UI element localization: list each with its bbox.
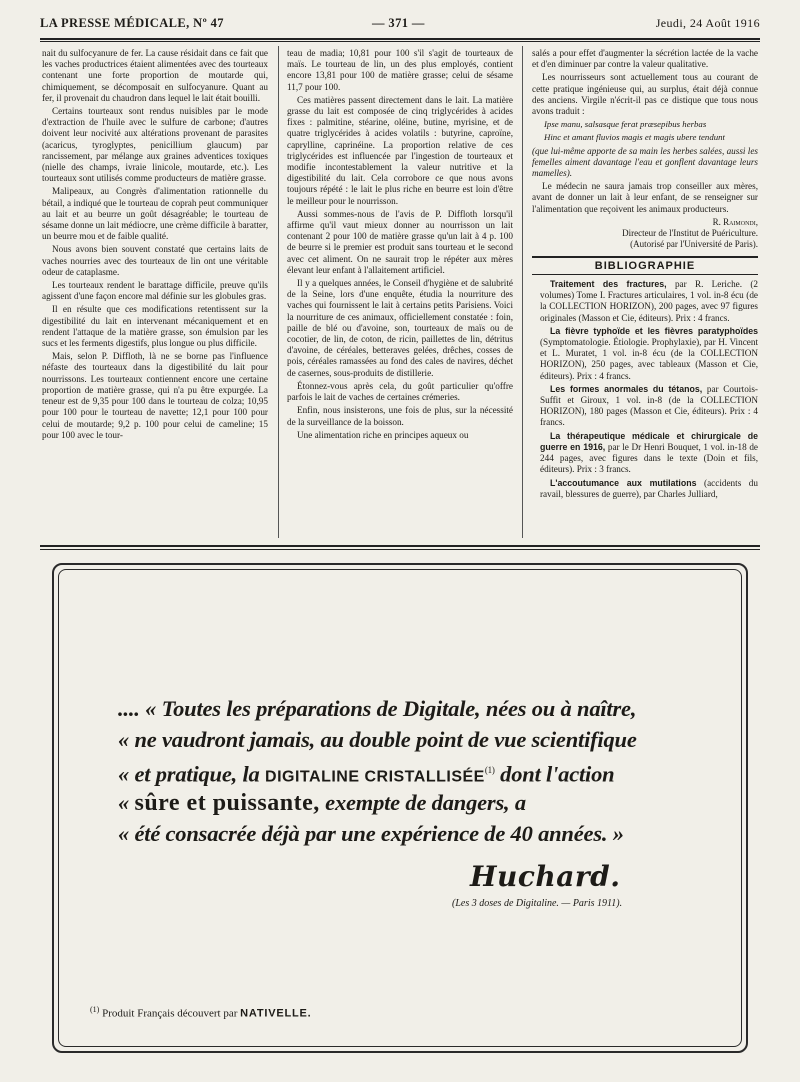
footnote-mark: (1) <box>484 765 495 775</box>
paragraph: Il en résulte que ces modifications retentissent sur la digestibilité du lait en intervenant mécaniquement et en rendent l'attaque de la matière grasse, son émulsion par les sucs et les ferments digestifs, plus longue ou plus difficile. <box>42 304 268 349</box>
emphasis-text: sûre et puissante, <box>134 790 320 816</box>
footnote-mark: (1) <box>90 1005 100 1014</box>
ad-attribution-source: (Les 3 doses de Digitaline. — Paris 1911). <box>452 898 623 909</box>
product-name: DIGITALINE CRISTALLISÉE <box>265 768 485 786</box>
book-title: Traitement des fractures, <box>550 279 667 290</box>
paragraph: Une alimentation riche en principes aqueux ou <box>297 429 469 440</box>
paragraph: salés a pour effet d'augmenter la sécrétion lactée de la vache et d'en diminuer par contre la valeur qualitative. <box>532 48 758 70</box>
issue-date: Jeudi, 24 Août 1916 <box>655 16 760 30</box>
article-column-3 <box>532 48 758 536</box>
paragraph: Il y a quelques années, le Conseil d'hygiène et de salubrité de la Seine, lors d'une enquête, étudia la nourriture des vaches qui fournissent le lait à certains petits Parisiens. Voici la nourriture de ces animaux, officiellement constatée : foin, paille de blé ou d'avoine, son, tourteaux de maïs ou de cocotier, de lin, de coton, de ricin, paillettes de lin, détritus d'avoine, de céréales, betteraves gelées, drêches, cosses de pois, céréales ramassées au fond des cales de navires, déchet de casernes, sous-produits de distillerie. <box>287 278 513 378</box>
book-details: par le Dr Henri Bouquet, 1 vol. in-18 de 244 pages, avec figures dans le texte (Doin et fils, éditeurs). Prix : 3 francs. <box>540 441 758 475</box>
book-title: L'accoutumance aux mutilations <box>550 477 697 488</box>
author-name: R. Raimondi, <box>712 216 758 227</box>
page-number: — 371 — <box>372 16 425 30</box>
section-rule-thin <box>40 549 760 550</box>
paragraph: Le médecin ne saura jamais trop conseiller aux mères, avant de donner un lait à leur enfant, de se renseigner sur l'alimentation que reçoivent les animaux producteurs. <box>532 181 758 214</box>
verse-translation: (que lui-même apporte de sa main les herbes salées, aussi les femelles aiment davantage l'eau et gonflent davantage leurs mamelles). <box>532 145 758 179</box>
quote-text: dont l'action <box>494 761 615 787</box>
book-title: La fièvre typhoïde et les fièvres paratyphoïdes <box>550 325 758 336</box>
column-divider <box>278 46 279 538</box>
ad-quote-line-5: « été consacrée déjà par une expérience de 40 années. » <box>118 821 624 846</box>
section-rule <box>40 545 760 547</box>
ad-quote-line-4 <box>118 787 688 819</box>
book-title: La thérapeutique médicale et chirurgicale de guerre en 1916, <box>540 430 758 452</box>
bibliography-entry <box>532 431 758 476</box>
author-title: Directeur de l'Institut de Puériculture. <box>622 227 758 238</box>
paragraph: Nous avons bien souvent constaté que certains laits de vaches nourries avec des tourteaux de lin ont une véritable odeur de cataplasme. <box>42 244 268 277</box>
article-column-2 <box>287 48 513 536</box>
footnote-text: Produit Français découvert par <box>102 1007 241 1020</box>
header-rule <box>40 38 760 40</box>
ad-footnote <box>90 1005 312 1020</box>
book-title: Les formes anormales du tétanos, <box>550 383 703 394</box>
quote-text: exempte de dangers, a <box>319 790 526 815</box>
bibliography-entry <box>532 326 758 382</box>
bibliography-entry <box>532 478 758 500</box>
bibliography-entry <box>532 279 758 324</box>
article-column-1 <box>42 48 268 536</box>
column-divider <box>522 46 523 538</box>
book-details: par R. Leriche. (2 volumes) Tome I. Fractures articulaires, 1 vol. in-8 écu (de la COLLECTION HORIZON), 200 pages, avec 97 figures originales (Masson et Cie, éditeurs). Prix : 4 francs. <box>540 279 758 323</box>
ad-attribution: Huchard. <box>470 860 621 893</box>
book-details: par Courtois-Suffit et Giroux, 1 vol. in-8 (de la COLLECTION HORIZON), 180 pages (Masson et Cie, éditeurs). Prix : 4 francs. <box>540 383 758 428</box>
latin-verse: Ipse manu, salsasque ferat præsepibus herbas <box>544 119 707 130</box>
author-signature <box>532 217 758 250</box>
header-rule-thin <box>40 41 760 42</box>
paragraph: Malipeaux, au Congrès d'alimentation rationnelle du bétail, a indiqué que le tourteau de coprah peut communiquer au lait et au beurre un goût désagréable; le tourteau de sésame donne un lait médiocre, une crème difficile à baratter, un beurre mou et de faible qualité. <box>42 186 268 242</box>
ad-quote-line-2: « ne vaudront jamais, au double point de vue scientifique <box>118 727 637 752</box>
author-note: (Autorisé par l'Université de Paris). <box>630 238 758 249</box>
quote-text: « <box>118 790 135 815</box>
running-header <box>40 12 760 34</box>
quote-text: « et pratique, la <box>118 761 266 787</box>
paragraph: Certains tourteaux sont rendus nuisibles par le mode d'extraction de l'huile avec le sulfure de carbone; d'autres doivent leur nocivité aux altérations provenant de parasites (acaricus, tyroglyptes, penicillium glaucum) par rancissement, par mélange aux graines adventices toxiques (nielle des champs, ivraie linicole, moutarde, etc.). Les tourteaux sont utilisés comme producteurs de matière grasse. <box>42 106 268 184</box>
paragraph: Les tourteaux rendent le barattage difficile, preuve qu'ils agissent d'une façon encore mal définie sur les globules gras. <box>42 280 268 302</box>
paragraph: Étonnez-vous après cela, du goût particulier qu'offre parfois le lait de vaches de certaines crémeries. <box>287 380 513 403</box>
journal-title: LA PRESSE MÉDICALE, Nº 47 <box>40 16 224 30</box>
bibliography-entry <box>532 384 758 429</box>
latin-verse: Hinc et amant fluvios magis et magis ubere tendunt <box>544 132 725 143</box>
paragraph: Mais, selon P. Diffloth, là ne se borne pas l'influence néfaste des tourteaux dans la digestibilité du lait pour nourrissons. Les tourteaux contiennent encore une certaine proportion de matière grasse, qui n'a pu être expurgée. La teneur est de 9,35 pour 100 dans le tourteau de colza; 10,95 pour 100 pour le tourteau de navette; 12,1 pour 100 pour celui de moutarde; 9,2 p. 100 pour celui de cameline; 15 pour 100 avec le tour- <box>42 351 268 440</box>
paragraph: Aussi sommes-nous de l'avis de P. Diffloth lorsqu'il affirme qu'il vaut mieux donner au nourrisson un lait contenant 2 pour 100 de matière grasse qu'un lait à 4 p. 100 de beurre si le premier est produit sans tourteau et le second avec cet aliment. On ne saurait trop le répéter aux mères élevant leur enfant à l'allaitement artificiel. <box>287 208 513 275</box>
paragraph: Enfin, nous insisterons, une fois de plus, sur la nécessité de la surveillance de la boisson. <box>287 405 513 427</box>
book-details: (accidents du ravail, blessures de guerre), par Charles Julliard, <box>540 477 758 499</box>
ad-quote-line-1: .... « Toutes les préparations de Digitale, nées ou à naître, <box>118 696 637 721</box>
paragraph: Ces matières passent directement dans le lait. La matière grasse du lait est composée de cinq triglycérides à acides fixes : palmitine, stéarine, oléine, butine, myrisine, et de quatre triglycérides à acides volatils : butyrine, caproïne, caprylline, caprinéine. La proportion relative de ces triglycérides est influencée par l'ingestion de tourteaux et modifie incontestablement la valeur nutritive et la digestibilité du lait. Cela corrobore ce que nous avons toujours répété : le lait le plus riche en beurre est loin d'être le meilleur pour le nourrisson. <box>287 94 513 206</box>
manufacturer-name: NATIVELLE. <box>240 1007 312 1020</box>
paragraph: teau de madia; 10,81 pour 100 s'il s'agit de tourteaux de maïs. Le tourteau de lin, un des plus employés, contient encore 13,81 pour 100 de matière grasse; celui de sésame 11,7 pour 100. <box>287 48 513 92</box>
book-details: (Symptomatologie. Étiologie. Prophylaxie), par H. Vincent et L. Muratet, 1 vol. in-8 écu (de la COLLECTION HORIZON), 250 pages, avec tableaux (Masson et Cie, éditeurs). Prix : 4 francs. <box>540 337 758 381</box>
paragraph: nait du sulfocyanure de fer. La cause résidait dans ce fait que les vaches productrices étaient alimentées avec des tourteaux contenant une forte proportion de moutarde qui, chimiquement, se décomposait en sulfocyanure. Quant au fer, il provenait du chaudron dans lequel le lait était bouilli. <box>42 48 268 103</box>
paragraph: Les nourrisseurs sont actuellement tous au courant de cette pratique ingénieuse qui, au surplus, était déjà connue des anciens. Virgile n'écrit-il pas ce distique que tous nous avons traduit : <box>532 72 758 117</box>
bibliography-heading: BIBLIOGRAPHIE <box>532 256 758 275</box>
